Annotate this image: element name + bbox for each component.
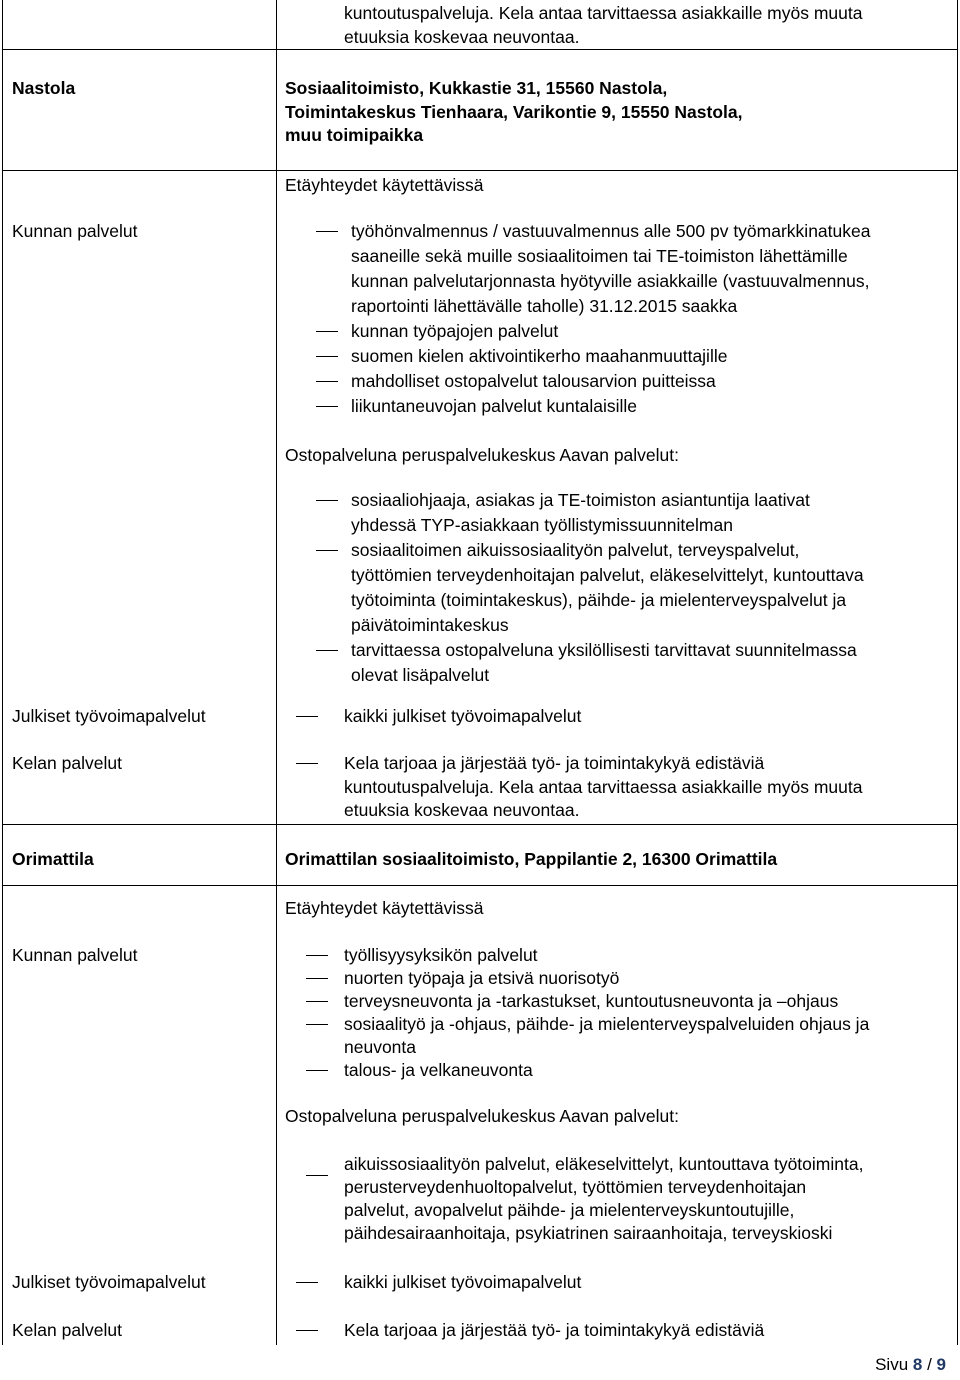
list-bullet: [296, 716, 318, 717]
list-item-line: mahdolliset ostopalvelut talousarvion puitteissa: [351, 371, 716, 391]
list-item-line: työttömien terveydenhoitajan palvelut, eläkeselvittelyt, kuntouttava: [351, 565, 864, 585]
kela-continuation-line: etuuksia koskevaa neuvontaa.: [344, 27, 580, 47]
list-item-line: raportointi lähettävälle taholle) 31.12.2015 saakka: [351, 296, 738, 316]
table-right-border: [957, 0, 958, 1345]
municipality-name: Orimattila: [12, 849, 94, 869]
list-item-line: työtoiminta (toimintakeskus), päihde- ja mielenterveyspalvelut ja: [351, 590, 847, 610]
list-item-line: kunnan työpajojen palvelut: [351, 321, 559, 341]
list-item-line: yhdessä TYP-asiakkaan työllistymissuunnitelman: [351, 515, 733, 535]
list-bullet: [316, 356, 338, 357]
list-bullet: [296, 763, 318, 764]
list-item-line: sosiaalitoimen aikuissosiaalityön palvelut, terveyspalvelut,: [351, 540, 800, 560]
office-address-line: muu toimipaikka: [285, 125, 424, 145]
list-item-line: kaikki julkiset työvoimapalvelut: [344, 706, 582, 726]
list-bullet: [306, 1175, 328, 1176]
list-item-line: liikuntaneuvojan palvelut kuntalaisille: [351, 396, 638, 416]
list-item-line: päihdesairaanhoitaja, psykiatrinen sairaanhoitaja, terveyskioski: [344, 1223, 833, 1243]
purchase-services-heading: Ostopalveluna peruspalvelukeskus Aavan palvelut:: [285, 445, 679, 465]
list-bullet: [316, 500, 338, 501]
list-item-line: päivätoimintakeskus: [351, 615, 509, 635]
row-divider-orimattila-services: [2, 885, 958, 886]
list-bullet: [306, 1024, 328, 1025]
list-item-line: palvelut, avopalvelut päihde- ja mielenterveyskuntoutujille,: [344, 1200, 795, 1220]
kela-continuation-line: kuntoutuspalveluja. Kela antaa tarvittaessa asiakkaille myös muuta: [344, 3, 863, 23]
list-item-line: saaneille sekä muille sosiaalitoimen tai TE-toimiston lähettämille: [351, 246, 848, 266]
list-item-line: työhönvalmennus / vastuuvalmennus alle 500 pv työmarkkinatukea: [351, 221, 871, 241]
list-bullet: [316, 550, 338, 551]
row-divider-orimattila: [2, 824, 958, 825]
page-number: [875, 1355, 946, 1375]
list-bullet: [296, 1282, 318, 1283]
list-bullet: [306, 1070, 328, 1071]
list-item-line: kuntoutuspalveluja. Kela antaa tarvittaessa asiakkaille myös muuta: [344, 777, 863, 797]
list-bullet: [316, 406, 338, 407]
service-category-label: Kunnan palvelut: [12, 945, 138, 965]
municipality-name: Nastola: [12, 78, 76, 98]
office-address-line: Orimattilan sosiaalitoimisto, Pappilantie 2, 16300 Orimattila: [285, 849, 778, 869]
list-item-line: talous- ja velkaneuvonta: [344, 1060, 533, 1080]
table-column-divider: [276, 0, 277, 1345]
list-item-line: kaikki julkiset työvoimapalvelut: [344, 1272, 582, 1292]
list-item-line: etuuksia koskevaa neuvontaa.: [344, 800, 580, 820]
list-item-line: suomen kielen aktivointikerho maahanmuuttajille: [351, 346, 728, 366]
contact-note: Etäyhteydet käytettävissä: [285, 898, 484, 918]
list-bullet: [316, 331, 338, 332]
total-pages: 9: [936, 1355, 946, 1374]
list-bullet: [306, 1001, 328, 1002]
service-category-label: Kunnan palvelut: [12, 221, 138, 241]
row-divider-nastola-services: [2, 170, 958, 171]
list-bullet: [306, 955, 328, 956]
office-address-line: Toimintakeskus Tienhaara, Varikontie 9, 15550 Nastola,: [285, 102, 743, 122]
page-number-separator: /: [922, 1355, 937, 1374]
list-item-line: neuvonta: [344, 1037, 417, 1057]
list-item-line: sosiaaliohjaaja, asiakas ja TE-toimiston asiantuntija laativat: [351, 490, 810, 510]
list-bullet: [296, 1330, 318, 1331]
current-page: 8: [912, 1355, 923, 1374]
list-item-line: sosiaalityö ja -ohjaus, päihde- ja mielenterveyspalveluiden ohjaus ja: [344, 1014, 870, 1034]
list-item-line: terveysneuvonta ja -tarkastukset, kuntoutusneuvonta ja –ohjaus: [344, 991, 839, 1011]
list-item-line: työllisyysyksikön palvelut: [344, 945, 538, 965]
list-item-line: Kela tarjoaa ja järjestää työ- ja toimintakykyä edistäviä: [344, 1320, 765, 1340]
page-number-prefix: Sivu: [875, 1355, 913, 1374]
list-item-line: aikuissosiaalityön palvelut, eläkeselvittelyt, kuntouttava työtoiminta,: [344, 1154, 864, 1174]
list-item-line: olevat lisäpalvelut: [351, 665, 490, 685]
list-item-line: kunnan palvelutarjonnasta hyötyville asiakkaille (vastuuvalmennus,: [351, 271, 870, 291]
list-item-line: perusterveydenhuoltopalvelut, työttömien terveydenhoitajan: [344, 1177, 807, 1197]
service-category-label: Kelan palvelut: [12, 1320, 122, 1340]
list-bullet: [316, 231, 338, 232]
list-bullet: [316, 650, 338, 651]
service-category-label: Julkiset työvoimapalvelut: [12, 1272, 206, 1292]
list-bullet: [316, 381, 338, 382]
table-left-border: [2, 0, 3, 1345]
contact-note: Etäyhteydet käytettävissä: [285, 175, 484, 195]
list-item-line: nuorten työpaja ja etsivä nuorisotyö: [344, 968, 620, 988]
service-category-label: Julkiset työvoimapalvelut: [12, 706, 206, 726]
list-item-line: Kela tarjoaa ja järjestää työ- ja toimintakykyä edistäviä: [344, 753, 765, 773]
row-divider-nastola: [2, 49, 958, 50]
list-item-line: tarvittaessa ostopalveluna yksilöllisesti tarvittavat suunnitelmassa: [351, 640, 857, 660]
office-address-line: Sosiaalitoimisto, Kukkastie 31, 15560 Nastola,: [285, 78, 668, 98]
list-bullet: [306, 978, 328, 979]
service-category-label: Kelan palvelut: [12, 753, 122, 773]
purchase-services-heading: Ostopalveluna peruspalvelukeskus Aavan palvelut:: [285, 1106, 679, 1126]
